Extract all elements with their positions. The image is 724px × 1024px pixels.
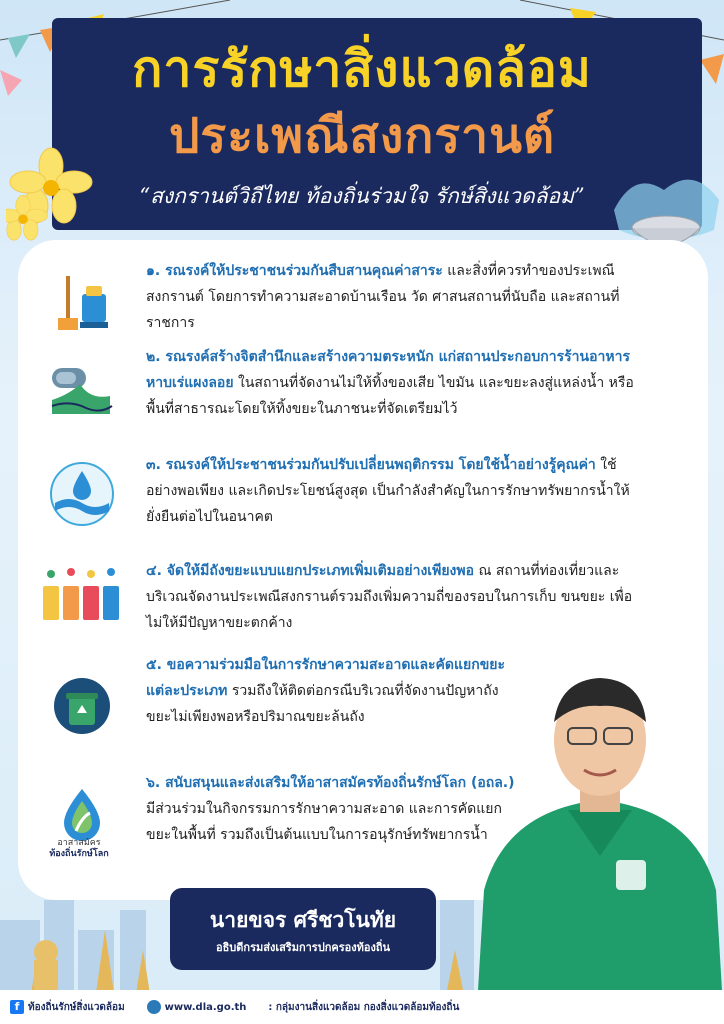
- footer-website[interactable]: [147, 1000, 247, 1014]
- recycling-bins-icon: [38, 560, 128, 632]
- official-position: อธิบดีกรมส่งเสริมการปกครองท้องถิ่น: [215, 941, 391, 954]
- footer-division: [268, 1000, 459, 1015]
- globe-icon: [147, 1000, 161, 1014]
- item-text: ๒. รณรงค์สร้างจิตสำนึกและสร้างความตระหนัก แก่สถานประกอบการร้านอาหาร หาบเร่แผงลอย ในสถานที่จัดงานไม่ให้ทิ้งของเสีย ไขมัน และขยะลงสู่แหล่งน้ำ หรือพื้นที่สาธารณะโดยให้ทิ้งขยะในภาชนะที่จัดเตรียมไว้: [146, 349, 634, 417]
- item-text: ๓. รณรงค์ให้ประชาชนร่วมกันปรับเปลี่ยนพฤติกรรม โดยใช้น้ำอย่างรู้คุณค่า ใช้อย่างพอเพียง และเกิดประโยชน์สูงสุด เป็นกำลังสำคัญในการรักษาทรัพยากรน้ำให้ยั่งยืนต่อไปในอนาคต: [146, 457, 630, 525]
- facebook-label: ท้องถิ่นรักษ์สิ่งแวดล้อม: [28, 1001, 125, 1013]
- cleaning-tools-icon: [46, 268, 118, 340]
- slogan: “สงกรานต์วิถีไทย ท้องถิ่นร่วมใจ รักษ์สิ่งแวดล้อม”: [139, 184, 585, 208]
- title-line-2: ประเพณีสงกรานต์: [168, 108, 556, 164]
- water-drop-icon: [46, 458, 118, 530]
- division-label: : กลุ่มงานสิ่งแวดล้อม กองสิ่งแวดล้อมท้องถิ่น: [268, 1001, 460, 1013]
- facebook-icon: f: [10, 1000, 24, 1014]
- footer-facebook[interactable]: [10, 1000, 125, 1015]
- title-line-1: การรักษาสิ่งแวดล้อม: [132, 40, 592, 98]
- volunteer-logo-label: อาสาสมัคร ท้องถิ่นรักษ์โลก: [49, 838, 109, 859]
- waste-pollution-icon: [46, 352, 118, 424]
- item-text: ๑. รณรงค์ให้ประชาชนร่วมกันสืบสานคุณค่าสาระ และสิ่งที่ควรทำของประเพณีสงกรานต์ โดยการทำความสะอาดบ้านเรือน วัด ศาสนสถานที่นับถือ และสถานที่ราชการ: [146, 263, 620, 331]
- official-name: นายขจร ศรีชวโนทัย: [209, 908, 397, 932]
- item-text: ๖. สนับสนุนและส่งเสริมให้อาสาสมัครท้องถิ่นรักษ์โลก (อถล.) มีส่วนร่วมในกิจกรรมการรักษาความสะอาด และการคัดแยกขยะในพื้นที่ รวมถึงเป็นต้นแบบในการอนุรักษ์ทรัพยากรน้ำ: [146, 775, 515, 843]
- recycle-bin-icon: [46, 670, 118, 742]
- footer: [0, 990, 724, 1024]
- item-text: ๕. ขอความร่วมมือในการรักษาความสะอาดและคัดแยกขยะแต่ละประเภท รวมถึงให้ติดต่อกรณีบริเวณที่จัดงานปัญหาถังขยะไม่เพียงพอหรือปริมาณขยะล้นถัง: [146, 657, 505, 725]
- frangipani-flower-icon: [6, 146, 96, 246]
- official-portrait: [476, 660, 724, 1024]
- website-label: www.dla.go.th: [164, 1001, 247, 1013]
- item-text: ๔. จัดให้มีถังขยะแบบแยกประเภทเพิ่มเติมอย่างเพียงพอ ณ สถานที่ท่องเที่ยวและบริเวณจัดงานประเพณีสงกรานต์รวมถึงเพิ่มความถี่ของรอบในการเก็บ ขนขยะ เพื่อไม่ให้มีปัญหาขยะตกค้าง: [146, 563, 633, 631]
